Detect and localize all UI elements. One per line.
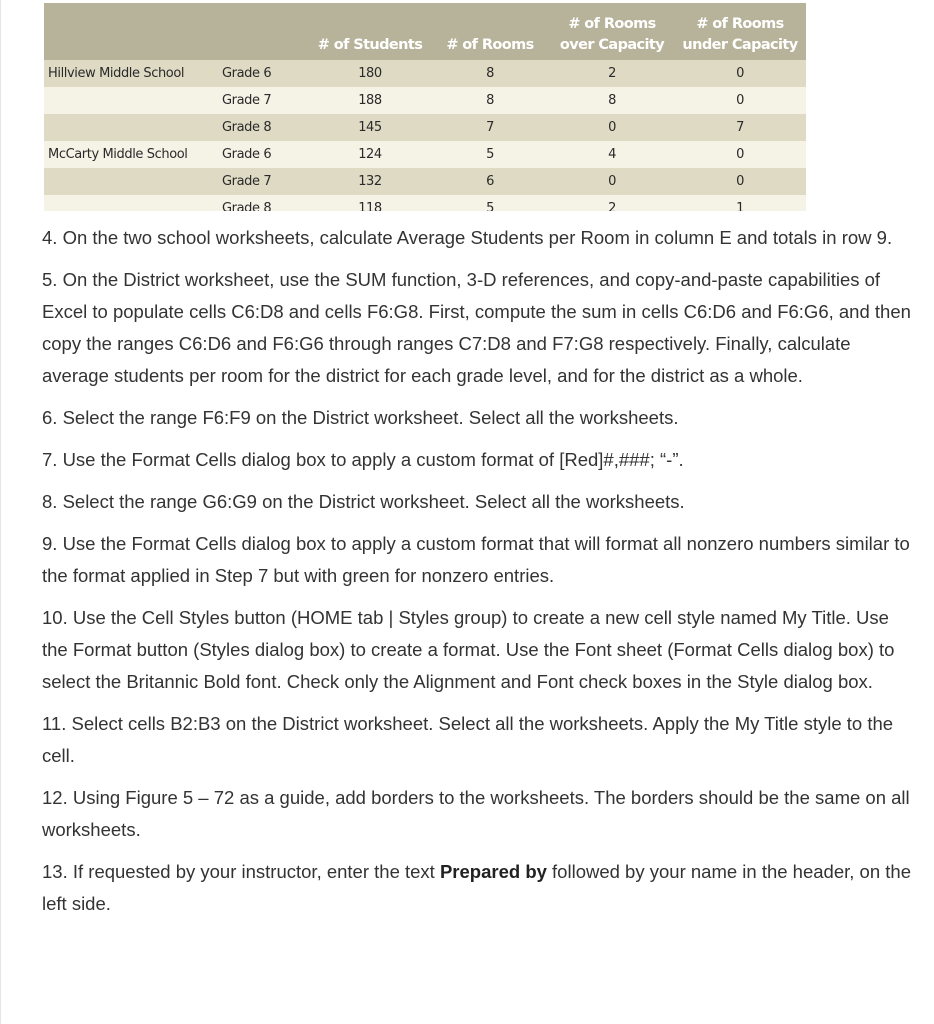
cell-rooms: 6 xyxy=(430,168,550,195)
header-school xyxy=(44,3,218,60)
step-13-text-start: 13. If requested by your instructor, enter the text xyxy=(42,861,440,882)
cell-under: 0 xyxy=(674,141,806,168)
cell-grade: Grade 6 xyxy=(218,141,310,168)
header-grade xyxy=(218,3,310,60)
cell-students: 180 xyxy=(310,60,430,87)
cell-over: 2 xyxy=(550,195,674,211)
step-11: 11. Select cells B2:B3 on the District worksheet. Select all the worksheets. Apply the My Title style to the cell. xyxy=(42,713,894,766)
header-rooms-over-capacity: # of Rooms over Capacity xyxy=(550,3,674,60)
header-rooms-under-capacity: # of Rooms under Capacity xyxy=(674,3,806,60)
cell-over: 8 xyxy=(550,87,674,114)
cell-students: 118 xyxy=(310,195,430,211)
cell-rooms: 7 xyxy=(430,114,550,141)
table-row xyxy=(44,195,806,211)
cell-school xyxy=(44,168,218,195)
cell-school xyxy=(44,114,218,141)
cell-school: McCarty Middle School xyxy=(44,141,218,168)
step-13-text-end: followed by your name in the header, on the left side. xyxy=(42,861,911,914)
cell-under: 0 xyxy=(674,168,806,195)
header-rooms: # of Rooms xyxy=(430,3,550,60)
cell-grade: Grade 7 xyxy=(218,168,310,195)
cell-grade: Grade 8 xyxy=(218,114,310,141)
cell-students: 132 xyxy=(310,168,430,195)
cell-students: 124 xyxy=(310,141,430,168)
step-9: 9. Use the Format Cells dialog box to apply a custom format that will format all nonzero numbers similar to the format applied in Step 7 but with green for nonzero entries. xyxy=(42,533,910,586)
table-row xyxy=(44,60,806,87)
cell-over: 2 xyxy=(550,60,674,87)
cell-over: 4 xyxy=(550,141,674,168)
cell-students: 188 xyxy=(310,87,430,114)
school-capacity-table xyxy=(44,3,806,211)
cell-grade: Grade 7 xyxy=(218,87,310,114)
cell-grade: Grade 8 xyxy=(218,195,310,211)
cell-rooms: 5 xyxy=(430,141,550,168)
cell-school xyxy=(44,195,218,211)
cell-school: Hillview Middle School xyxy=(44,60,218,87)
cell-rooms: 8 xyxy=(430,60,550,87)
cell-grade: Grade 6 xyxy=(218,60,310,87)
school-capacity-table-image xyxy=(44,3,806,211)
cell-under: 0 xyxy=(674,87,806,114)
step-8: 8. Select the range G6:G9 on the District worksheet. Select all the worksheets. xyxy=(42,491,685,512)
step-6: 6. Select the range F6:F9 on the District worksheet. Select all the worksheets. xyxy=(42,407,679,428)
table-row xyxy=(44,141,806,168)
table-row xyxy=(44,168,806,195)
step-10: 10. Use the Cell Styles button (HOME tab | Styles group) to create a new cell style named My Title. Use the Format button (Styles dialog box) to create a format. Use the Font sheet (Format Cells dialog box) to select the Britannic Bold font. Check only the Alignment and Font check boxes in the Style dialog box. xyxy=(42,607,895,692)
cell-over: 0 xyxy=(550,168,674,195)
table-header-row xyxy=(44,3,806,60)
step-13-bold-text: Prepared by xyxy=(439,861,547,882)
cell-over: 0 xyxy=(550,114,674,141)
step-4: 4. On the two school worksheets, calculate Average Students per Room in column E and totals in row 9. xyxy=(42,227,893,248)
cell-rooms: 8 xyxy=(430,87,550,114)
cell-school xyxy=(44,87,218,114)
header-students: # of Students xyxy=(310,3,430,60)
left-border xyxy=(0,0,1,1024)
step-12: 12. Using Figure 5 – 72 as a guide, add borders to the worksheets. The borders should be the same on all worksheets. xyxy=(42,787,910,840)
step-5: 5. On the District worksheet, use the SUM function, 3-D references, and copy-and-paste capabilities of Excel to populate cells C6:D8 and cells F6:G8. First, compute the sum in cells C6:D6 and F6:G6, and then copy the ranges C6:D6 and F6:G6 through ranges C7:D8 and F7:G8 respectively. Finally, calculate average students per room for the district for each grade level, and for the district as a whole. xyxy=(42,269,911,386)
cell-under: 1 xyxy=(674,195,806,211)
cell-under: 7 xyxy=(674,114,806,141)
instruction-steps xyxy=(44,222,914,930)
cell-rooms: 5 xyxy=(430,195,550,211)
table-row xyxy=(44,87,806,114)
cell-under: 0 xyxy=(674,60,806,87)
step-13 xyxy=(42,856,914,920)
table-row xyxy=(44,114,806,141)
step-7: 7. Use the Format Cells dialog box to apply a custom format of [Red]#,###; “-”. xyxy=(42,449,684,470)
cell-students: 145 xyxy=(310,114,430,141)
